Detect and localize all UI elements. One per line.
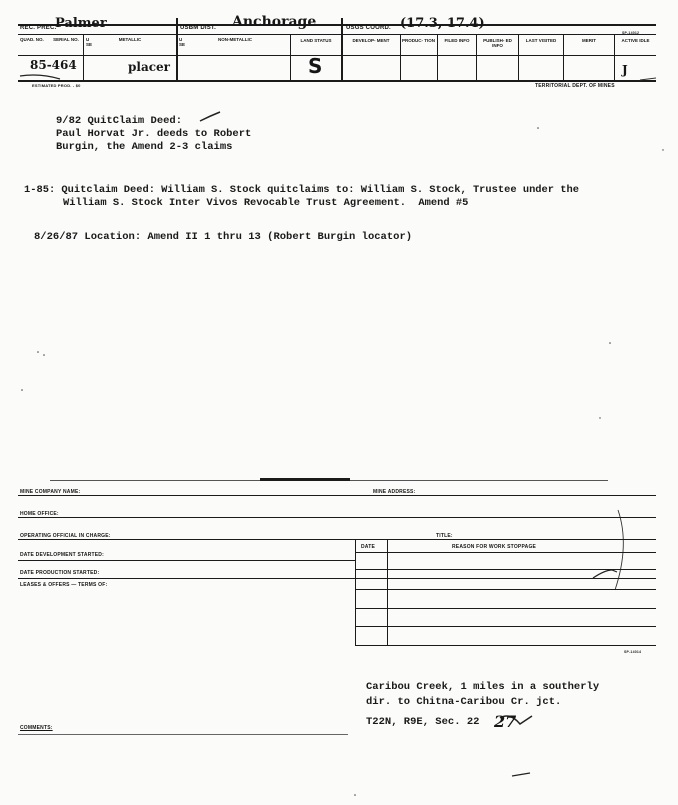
mine-address-label: MINE ADDRESS: <box>373 489 416 495</box>
table-rule <box>355 608 656 609</box>
col-development: DEVELOP- MENT <box>352 38 390 43</box>
col-last-visited: LAST VISITED <box>525 38 557 43</box>
lower-rule-3 <box>18 539 656 540</box>
usbm-dist-value: Anchorage <box>232 14 317 30</box>
col-non-metallic: NON-METALLIC <box>218 37 252 42</box>
rec-prec-value: Palmer <box>55 16 107 31</box>
col-filed-info: FILED INFO <box>444 38 470 43</box>
col-metallic: METALLIC <box>118 37 142 42</box>
territorial-dept-label: TERRITORIAL DEPT. OF MINES <box>535 83 615 89</box>
land-status-value: S <box>308 54 323 78</box>
table-vline-date <box>387 539 388 646</box>
date-header-rule <box>355 552 656 553</box>
location-line-1: Caribou Creek, 1 miles in a southerly <box>366 681 600 693</box>
active-value: J <box>622 63 628 77</box>
operating-official-label: OPERATING OFFICIAL IN CHARGE: <box>20 533 111 539</box>
col-use-a: USE <box>86 37 93 47</box>
table-vline-left <box>355 539 356 646</box>
comments-label: COMMENTS: <box>20 725 53 731</box>
lower-rule-4 <box>18 560 355 561</box>
lower-rule-5 <box>18 578 656 579</box>
lower-top-rule-thick <box>260 478 350 481</box>
estimated-prod-label: ESTIMATED PROD. - $0 <box>32 83 81 88</box>
comments-rule <box>18 734 348 735</box>
usgs-coord-label: USGS COORD. <box>346 25 391 31</box>
note-3: 8/26/87 Location: Amend II 1 thru 13 (Robert Burgin locator) <box>34 231 413 243</box>
header-form-code: SP-14012 <box>622 31 640 35</box>
col-use-b: USE <box>179 37 186 47</box>
usbm-dist-label: USBM DIST. <box>180 25 217 31</box>
mine-company-name-label: MINE COMPANY NAME: <box>20 489 81 495</box>
table-rule <box>355 589 656 590</box>
table-bottom-rule <box>355 645 656 646</box>
col-quad-no: QUAD. NO. <box>20 37 44 42</box>
home-office-label: HOME OFFICE: <box>20 511 59 517</box>
lower-rule-1 <box>18 495 656 496</box>
note-1-line-3: Burgin, the Amend 2-3 claims <box>56 141 233 153</box>
note-2-line-1: 1-85: Quitclaim Deed: William S. Stock quitclaims to: William S. Stock, Trustee under the <box>24 184 579 196</box>
location-line-3: T22N, R9E, Sec. 22 <box>366 716 480 728</box>
col-serial-no: SERIAL NO. <box>53 37 79 42</box>
note-1-line-1: 9/82 QuitClaim Deed: <box>56 115 183 127</box>
note-1-line-2: Paul Horvat Jr. deeds to Robert <box>56 128 252 140</box>
note-2-line-2: William S. Stock Inter Vivos Revocable Trust Agreement. Amend #5 <box>63 197 469 209</box>
reason-column-header: REASON FOR WORK STOPPAGE <box>452 544 537 550</box>
date-production-label: DATE PRODUCTION STARTED: <box>20 570 100 576</box>
lower-rule-2 <box>18 517 656 518</box>
col-merit: MERIT <box>582 38 596 43</box>
col-active-idle: ACTIVE IDLE <box>621 38 650 43</box>
col-published-info: PUBLISH- ED INFO <box>483 38 512 48</box>
usgs-coord-value: (17.3, 17.4) <box>400 16 485 31</box>
serial-value: 85-464 <box>30 58 77 72</box>
handwritten-number: 27 <box>494 712 517 731</box>
col-production: PRODUC- TION <box>402 38 435 43</box>
date-column-header: DATE <box>361 544 376 550</box>
leases-offers-label: LEASES & OFFERS — TERMS OF: <box>20 582 108 588</box>
metallic-value: placer <box>128 60 170 74</box>
date-development-label: DATE DEVELOPMENT STARTED: <box>20 552 104 558</box>
rec-prec-label: REC. PREC. <box>20 25 57 31</box>
location-line-2: dir. to Chitna-Caribou Cr. jct. <box>366 696 562 708</box>
lower-form-code: SP-14014 <box>624 650 642 654</box>
table-rule <box>355 569 656 570</box>
title-label: TITLE: <box>436 533 453 539</box>
col-land-status: LAND STATUS <box>300 38 332 43</box>
table-rule <box>355 626 656 627</box>
